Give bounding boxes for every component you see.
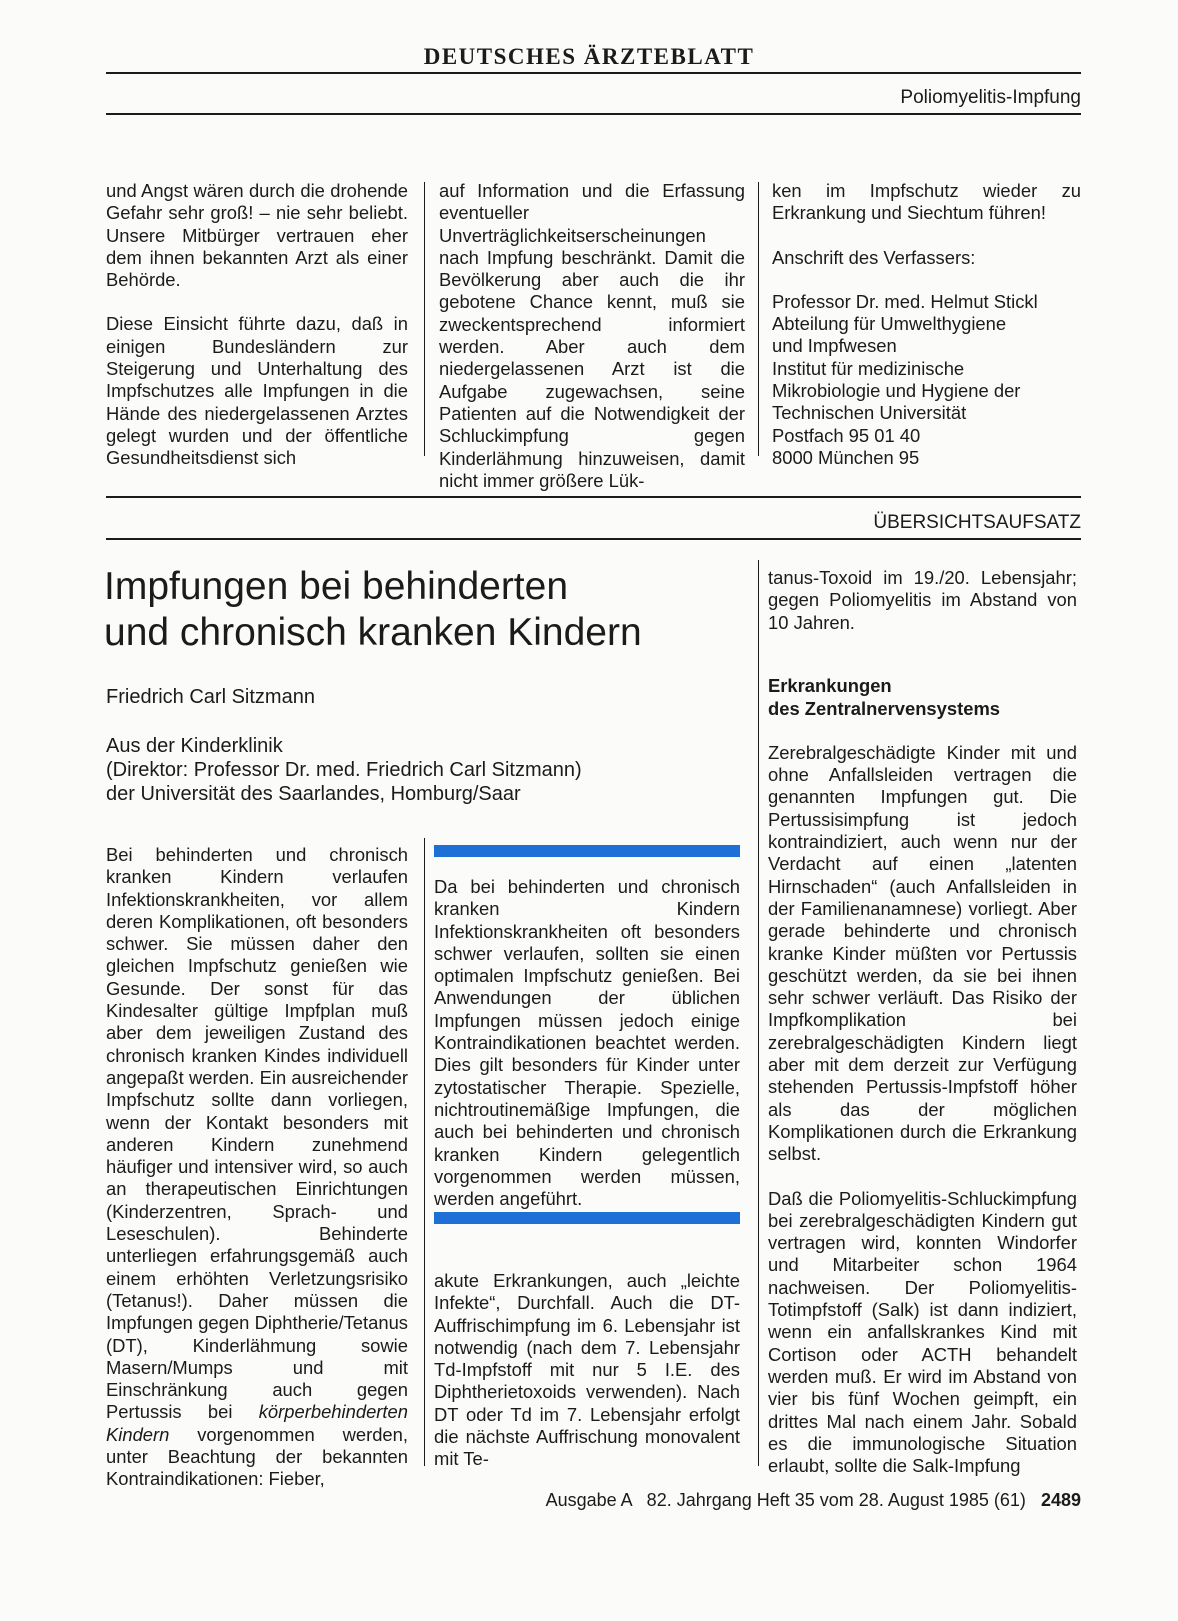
article-title xyxy=(104,564,744,656)
address-line: Abteilung für Umwelthygiene xyxy=(772,313,1007,335)
running-head: Poliomyelitis-Impfung xyxy=(900,87,1081,108)
journal-masthead: DEUTSCHES ÄRZTEBLATT xyxy=(423,44,755,69)
article-column-3 xyxy=(768,567,1077,1477)
address-line: Postfach 95 01 40 xyxy=(772,424,921,446)
masthead-rule xyxy=(106,72,1081,74)
paragraph: akute Erkrankungen, auch „leichte Infekte“, Durchfall. Auch die DT-Auffrischimpfung im 6. Lebensjahr ist notwendig (nach dem 7. Lebensjahr Td-Impfstoff mit nur 5 I.E. des Diphtherietoxoids verwenden). Nach DT oder Td im 7. Lebensjahr erfolgt die nächste Auffrischung monovalent mit Te- xyxy=(434,1270,740,1470)
subheading-line: Erkrankungen xyxy=(768,674,892,696)
title-line: und chronisch kranken Kindern xyxy=(104,611,642,654)
affiliation-line: Aus der Kinderklinik xyxy=(106,735,283,757)
column-divider xyxy=(758,182,759,456)
address-line: 8000 München 95 xyxy=(772,446,920,468)
prev-article-column-2 xyxy=(439,180,745,492)
emphasis-text: körperbehinderten Kindern xyxy=(106,1401,408,1445)
abstract-bar-bottom xyxy=(434,1212,740,1224)
paragraph: und Angst wären durch die drohende Gefahr sehr groß! – nie sehr beliebt. Unsere Mitbürger vertrauen eher dem ihnen bekannten Arzt als einer Behörde. xyxy=(106,180,408,291)
issue-info: Ausgabe A 82. Jahrgang Heft 35 vom 28. August 1985 (61) xyxy=(545,1490,1026,1510)
abstract-text: Da bei behinderten und chronisch kranken Kindern Infektionskrankheiten oft besonders schwer verlaufen, sollten sie einen optimalen Impfschutz genießen. Bei Anwendungen der üblichen Impfungen müssen jedoch einige Kontraindikationen beachtet werden. Dies gilt besonders für Kinder unter zytostatischer Therapie. Spezielle, nichtroutinemäßige Impfungen, die auch bei behinderten und chronisch kranken Kindern gelegentlich vorgenommen werden müssen, werden angeführt. xyxy=(434,876,740,1210)
affiliation-line: (Direktor: Professor Dr. med. Friedrich Carl Sitzmann) xyxy=(106,759,582,781)
subheading-line: des Zentralnervensystems xyxy=(768,697,1001,719)
paragraph: Daß die Poliomyelitis-Schluckimpfung bei zerebralgeschädigten Kindern gut vertragen wird, konnten Windorfer und Mitarbeiter schon 1964 nachweisen. Der Poliomyelitis-Totimpfstoff (Salk) ist dann indiziert, wenn ein anfallskrankes Kind mit Cortison oder ACTH behandelt werden muß. Er wird im Abstand von vier bis fünf Wochen geimpft, ein drittes Mal nach einem Jahr. Sobald es die immunologische Situation erlaubt, sollte die Salk-Impfung xyxy=(768,1187,1077,1477)
author-address xyxy=(772,291,1081,469)
article-section-label: ÜBERSICHTSAUFSATZ xyxy=(873,512,1081,533)
paragraph: tanus-Toxoid im 19./20. Lebensjahr; gegen Poliomyelitis im Abstand von 10 Jahren. xyxy=(768,567,1077,633)
page-footer xyxy=(500,1490,1081,1511)
body-text: Bei behinderten und chronisch kranken Kindern verlaufen Infektionskrankheiten, vor allem deren Komplikationen, oft besonders schwer. Sie müssen daher den gleichen Impfschutz genießen wie Gesunde. Der sonst für das Kindesalter gültige Impfplan muß aber dem jeweiligen Zustand des chronisch kranken Kindes individuell angepaßt werden. Ein ausreichender Impfschutz sollte dann vorliegen, wenn der Kontakt besonders mit anderen Kindern zunehmend häufiger und intensiver wird, so auch an therapeutischen Einrichtungen (Kinderzentren, Sprach- und Leseschulen). Behinderte unterliegen erfahrungsgemäß auch einem erhöhten Verletzungsrisiko (Tetanus!). Daher müssen die Impfungen gegen Diphtherie/Tetanus (DT), Kinderlähmung sowie Masern/Mumps und mit Einschränkung auch gegen Pertussis bei xyxy=(106,844,408,1423)
address-label: Anschrift des Verfassers: xyxy=(772,246,976,268)
address-line: Mikrobiologie und Hygiene der xyxy=(772,380,1021,402)
abstract-box xyxy=(434,876,740,1210)
title-line: Impfungen bei behinderten xyxy=(104,565,569,608)
column-divider xyxy=(424,838,425,1466)
body-text: vorgenommen werden, unter Beachtung der bekannten Kontraindikationen: Fieber, xyxy=(106,1423,408,1490)
prev-article-column-1 xyxy=(106,180,408,470)
section-subheading xyxy=(768,674,1077,720)
paragraph xyxy=(106,844,408,1491)
section-label-rule xyxy=(106,538,1081,540)
article-column-2 xyxy=(434,1270,740,1471)
affiliation-line: der Universität des Saarlandes, Homburg/Saar xyxy=(106,783,521,805)
paragraph: Diese Einsicht führte dazu, daß in einigen Bundesländern zur Steigerung und Unterhaltung des Impfschutzes alle Impfungen in die Hände des niedergelassenen Arztes gelegt wurden und der öffentliche Gesundheitsdienst sich xyxy=(106,313,408,469)
header-rule xyxy=(106,113,1081,115)
paragraph: Zerebralgeschädigte Kinder mit und ohne Anfallsleiden vertragen die genannten Impfungen gut. Die Pertussisimpfung ist jedoch kontraindiziert, auch wenn nur der Verdacht auf einen „latenten Hirnschaden“ (auch Anfallsleiden in der Familienanamnese) vorliegt. Aber gerade behinderte und chronisch kranke Kinder müßten vor Pertussis geschützt werden, da sie bei ihnen sehr schwer verläuft. Das Risiko der Impfkomplikation bei zerebralgeschädigten Kindern liegt aber mit dem derzeit zur Verfügung stehenden Pertussis-Impfstoff höher als das der möglichen Komplikationen durch die Erkrankung selbst. xyxy=(768,741,1077,1165)
paragraph: ken im Impfschutz wieder zu Erkrankung und Siechtum führen! xyxy=(772,180,1081,224)
address-line: Technischen Universität xyxy=(772,402,967,424)
column-divider xyxy=(758,560,759,1466)
address-line: Professor Dr. med. Helmut Stickl xyxy=(772,290,1038,312)
article-divider-rule xyxy=(106,496,1081,498)
paragraph: auf Information und die Erfassung eventueller Unverträglichkeitserscheinungen nach Impfung beschränkt. Damit die Bevölkerung aber auch die ihr gebotene Chance kennt, muß sie zweckentsprechend informiert werden. Aber auch dem niedergelassenen Arzt ist die Aufgabe zugewachsen, seine Patienten auf die Notwendigkeit der Schluckimpfung gegen Kinderlähmung hinzuweisen, damit nicht immer größere Lük- xyxy=(439,180,745,491)
address-line: und Impfwesen xyxy=(772,335,897,357)
article-author: Friedrich Carl Sitzmann xyxy=(106,686,315,708)
article-column-1 xyxy=(106,844,408,1491)
column-divider xyxy=(424,182,425,456)
address-line: Institut für medizinische xyxy=(772,357,965,379)
abstract-bar-top xyxy=(434,845,740,857)
author-affiliation xyxy=(106,734,746,806)
page-number: 2489 xyxy=(1040,1490,1081,1510)
prev-article-column-3 xyxy=(772,180,1081,469)
